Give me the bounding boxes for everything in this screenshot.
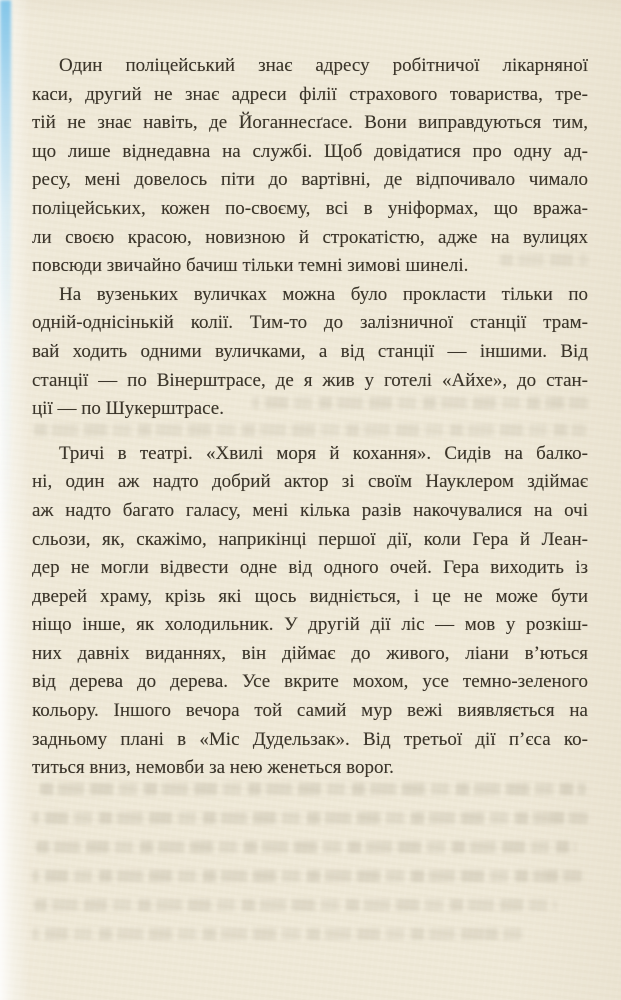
- text-line: тій не знає навіть, де Йоганнесґасе. Вони виправдуються тим,: [32, 112, 588, 134]
- text-line: вай ходить одними вуличками, а від станції — іншими. Від: [32, 340, 588, 362]
- text-line: ні, один аж надто добрий актор зі своїм Науклером здіймає: [32, 471, 588, 493]
- text-line: що лише віднедавна на службі. Щоб довідатися про одну ад-: [32, 140, 588, 162]
- text-line: від дерева до дерева. Усе вкрите мохом, усе темно-зеленого: [32, 671, 588, 693]
- text-line: задньому плані в «Міс Дудельзак». Від третьої дії п’єса ко-: [32, 728, 588, 750]
- ghost-showthrough-line: [34, 899, 556, 911]
- page-left-edge-glow: [0, 0, 11, 560]
- paragraph: [32, 281, 588, 424]
- text-line: станції — по Вінерштрасе, де я жив у готелі «Айхе», до стан-: [32, 369, 588, 391]
- paragraph: [32, 440, 588, 783]
- text-line: титься вниз, немовби за нею женеться ворог.: [32, 757, 394, 779]
- text-line: Один поліцейський знає адресу робітничої лікарняної: [59, 55, 588, 76]
- text-line: кольору. Іншого вечора той самий мур вежі виявляється на: [32, 700, 588, 722]
- page-left-edge-highlight: [0, 0, 30, 1000]
- text-line: повсюди звичайно бачиш тільки темні зимові шинелі.: [32, 255, 469, 277]
- ghost-showthrough-line: [36, 841, 576, 853]
- text-line: ресу, мені довелось піти до вартівні, де відпочивало чимало: [32, 169, 588, 191]
- text-line: ніщо інше, як холодильник. У другій дії ліс — мов у розкіш-: [32, 614, 588, 636]
- text-line: дверей храму, крізь які щось видніється, і це не може бути: [32, 585, 588, 607]
- ghost-showthrough-line: [40, 783, 586, 795]
- text-line: ли своєю красою, новизною й строкатістю, адже на вулицях: [32, 226, 588, 248]
- text-line: одній-однісінькій колії. Тим-то до залізничної станції трам-: [32, 312, 588, 334]
- ghost-showthrough-line: [32, 870, 582, 882]
- ghost-showthrough-line: [32, 928, 522, 940]
- ghost-showthrough-line: [32, 812, 588, 824]
- paragraph: [32, 52, 588, 281]
- text-line: них давніх виданнях, він діймає до живого, ліани в’ються: [32, 642, 588, 664]
- text-line: ції — по Шукерштрасе.: [32, 398, 224, 420]
- text-line: дер не могли відвести одне від одного очей. Гера виходить із: [32, 557, 588, 579]
- text-line: Тричі в театрі. «Хвилі моря й кохання». Сидів на балко-: [59, 442, 588, 464]
- text-line: аж надто багато галасу, мені кілька разів накочувалися на очі: [32, 499, 588, 521]
- text-line: сльози, як, скажімо, наприкінці першої дії, коли Гера й Леан-: [32, 528, 588, 550]
- text-line: поліцейських, кожен по-своєму, всі в уніформах, що вража-: [32, 197, 588, 219]
- text-line: каси, другий не знає адреси філії страхового товариства, тре-: [32, 83, 588, 105]
- text-block: [32, 52, 588, 783]
- text-line: На вузеньких вуличках можна було прокласти тільки по: [59, 283, 588, 305]
